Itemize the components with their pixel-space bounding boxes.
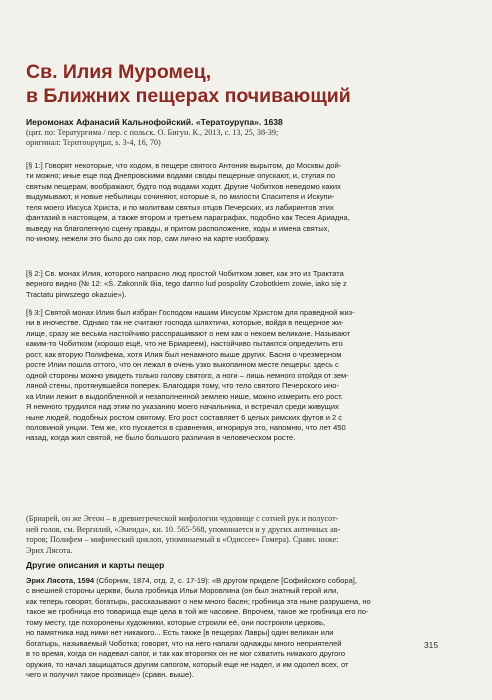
source-citation [26,128,466,149]
title-line-1: Св. Илия Муромец, [26,61,212,83]
text-line: Эрих Лясота. [26,545,73,555]
citation-line: оригинал: Τερατουργημα, s. 3-4, 16, 70) [26,138,161,148]
quote-paragraph-1 [26,161,464,245]
text-line: как теперь говорят, богатырь, рассказывают о нем много басен; гробница эта ныне разрушена, но [26,596,371,606]
text-line: лище, сразу же весьма настойчиво расспрашивают о нем как о некоем великане. Называют [26,328,351,338]
text-line: (Бриарей, он же Эгеон – в древнегреческой мифологии чудовище с сотней рук и полусот- [26,514,339,523]
text-line: ныне людей, подобных ростом святому. Его рост составляет 6 целых римских футов и 2 с [26,412,343,422]
text-line: выдумывают, и новые небылицы сочиняют, которые я, по милости Спасителя и Искупи- [26,192,335,202]
text-line: назад, когда жил святой, не было большого различия в человеческом росте. [26,433,296,443]
source-heading: Иеромонах Афанасий Кальнофойский. «Тератоурүпа». 1638 [26,117,283,127]
text-line: [§ 3:] Святой монах Илия был избран Господом нашим Иисусом Христом для праведной жиз- [26,308,355,317]
text-line: выведу на благолепную сцену правды, и притом расположение, ходы и имена святых, [26,223,330,233]
text-line: торов; Полифем – мифический циклоп, упоминаемый в «Одиссее» Гомера). Сравн. ниже: [26,535,339,545]
text-line: [§ 1:] Говорят некоторые, что ходом, в пещере святого Антония вырытом, до Москвы дой- [26,161,342,170]
quote-paragraph-2 [26,269,464,300]
text-line: Я немного трудился над этим по указанию моего начальника, и встречал среди живущих [26,402,339,412]
citation-line: (цит. по: Тератургима / пер. с польск. О. Бигун. К., 2013, с. 13, 25, 38-39; [26,128,279,137]
text-line: оружия, то начал защищаться другим сапогом, который еще не надел, и им одолел всех, от [26,659,349,669]
text-line: рост, как вторую Полифема, хотя Илия был ненамного выше других. Басня о чрезмерном [26,349,342,359]
entry-author: Эрих Лясота, 1594 [26,576,95,585]
text-line: верного видно (№ 12: «Ś. Zakonnik Iliia, tego darmo lud pospolity Czobotkiem zowie, iako się z [26,279,347,289]
title-line-2: в Ближних пещерах почивающий [26,85,351,107]
page-number: 315 [424,640,438,650]
text-line: теля моего Иисуса Христа, и по молитвам святых отцов Печерских, из лабиринтов этих [26,202,334,212]
section-heading: Другие описания и карты пещер [26,560,165,570]
quote-paragraph-3 [26,308,464,444]
text-line: ни в иночестве. Однако так не считают господа шляхтичи, которые, войдя в пещерное жи- [26,318,344,328]
text-line: каким-то Чобитком (хорошо ещё, что не Бриареем), настойчиво пытаются определить его [26,339,343,349]
text-line: богатырь, называемый Чоботка; говорят, что на него напали однажды много неприятелей [26,638,342,648]
text-line: чего и получил такое прозвище» (сравн. выше). [26,670,194,680]
text-line: Tractatu pirwszego okazuie»). [26,289,127,299]
text-line: такое же гробница его товарища еще цела в той же часовне. Впрочем, такое же гробница его по- [26,607,369,617]
page-title [26,60,466,108]
text-line: но памятника над ними нет никакого... Есть также [в пещерах Лавры] один великан или [26,628,334,638]
text-line [26,576,464,586]
entry-text: (Сборник, 1874, отд. 2, с. 17-19): «В другом приделе [Софийского собора], [94,576,357,585]
text-line: половиной унции. Тем же, кто пускается в сравнения, игнорируя это, напомню, что лет 450 [26,422,346,432]
source-entry [26,576,464,681]
text-line: ти можно; иные еще под Днепровскими водами своды пещерные опускают, и, ступая по [26,171,336,181]
text-line: росте Илии пошла оттого, что он лежал в очень узко выкопанном месте пещеры: здесь с [26,360,339,370]
text-line: ней голов, см. Вергилий, «Энеида», кн. 10. 565-568, упоминается и у других античных ав- [26,524,341,534]
text-line: [§ 2:] Св. монах Илия, которого напрасно люд простой Чобитком зовет, как это из Трактата [26,269,344,278]
text-line: ка Илии лежит в выдолбленной и незаполненной землею нише, можно измерить его рост. [26,391,343,401]
text-line: ляной стены, протянувшейся поперек. Благодаря тому, что тело святого Печерского ино- [26,381,339,391]
text-line: по-иному, нежели это было до сих пор, сам лично на карте изображу. [26,234,270,244]
text-line: в то время, когда он надевал сапог, и так как второпях он не мог схватить никакого другого [26,649,346,659]
editor-note [26,514,464,556]
text-line: святым пещерам, воображают, будто под водами ходят. Другие Чобитков неведомо каких [26,181,341,191]
text-line: с внешней стороны церкви, была гробница Ильи Моровлина (он был знатный герой или, [26,586,339,596]
text-line: одной стороны можно увидеть только голову святого, а ноги – лишь немного отойдя от зем- [26,370,349,380]
text-line: фантазий в настоящем, а также втором и третьем параграфах, подобно как Тесея Ариадна, [26,213,350,223]
text-line: тому месту, где похоронены художники, которые строили её, они построили церковь, [26,617,326,627]
